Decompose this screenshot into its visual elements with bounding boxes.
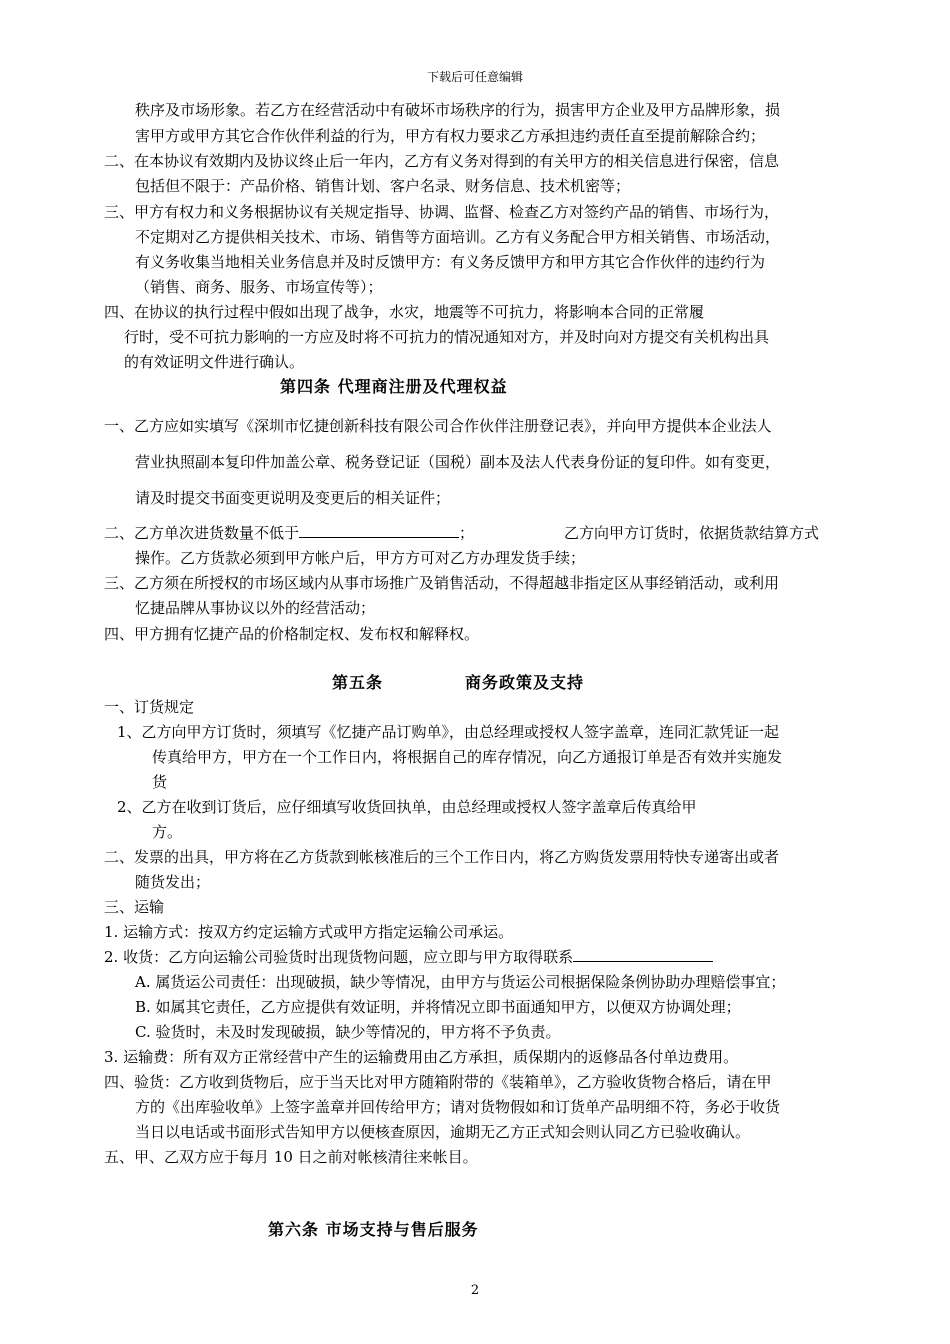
text-line: [104, 523, 474, 543]
text-line: 操作。乙方货款必须到甲方帐户后，甲方方可对乙方办理发货手续；: [135, 549, 586, 567]
text-fragment: ；: [459, 524, 475, 542]
text-line: 有义务收集当地相关业务信息并及时反馈甲方：有义务反馈甲方和甲方其它合作伙伴的违约行为: [135, 253, 766, 271]
page-number: 2: [470, 1283, 480, 1298]
text-line: 1、乙方向甲方订货时，须填写《忆捷产品订购单》，由总经理或授权人签字盖章，连同汇款凭证一起: [117, 723, 780, 741]
text-fragment: 二、乙方单次进货数量不低于: [104, 524, 300, 542]
text-line: 传真给甲方，甲方在一个工作日内，将根据自己的库存情况，向乙方通报订单是否有效并实施发: [152, 748, 783, 766]
page-header: 下载后可任意编辑: [426, 70, 523, 84]
text-line: 忆捷品牌从事协议以外的经营活动；: [135, 599, 376, 617]
text-line: 当日以电话或书面形式告知甲方以便核查原因，逾期无乙方正式知会则认同乙方已验收确认。: [135, 1123, 751, 1141]
text-line: 一、订货规定: [104, 698, 195, 716]
text-line: 不定期对乙方提供相关技术、市场、销售等方面培训。乙方有义务配合甲方相关销售、市场活动，: [135, 228, 781, 246]
text-line: 方的《出库验收单》上签字盖章并回传给甲方；请对货物假如和订货单产品明细不符，务必于收货: [135, 1098, 781, 1116]
text-line: 一、乙方应如实填写《深圳市忆捷创新科技有限公司合作伙伴注册登记表》，并向甲方提供本企业法人: [104, 417, 772, 435]
text-line: [104, 947, 713, 967]
text-line: 秩序及市场形象。若乙方在经营活动中有破坏市场秩序的行为，损害甲方企业及甲方品牌形象，损: [135, 101, 781, 119]
text-line: 五、甲、乙双方应于每月 10 日之前对帐核清往来帐目。: [104, 1148, 478, 1166]
section-title: 第六条 市场支持与售后服务: [268, 1220, 479, 1239]
text-line: 的有效证明文件进行确认。: [124, 353, 305, 371]
text-line: 害甲方或甲方其它合作伙伴利益的行为，甲方有权力要求乙方承担违约责任直至提前解除合约；: [135, 127, 766, 145]
text-line: 乙方向甲方订货时，依据货款结算方式: [564, 524, 820, 542]
text-line: 包括但不限于：产品价格、销售计划、客户名录、财务信息、技术机密等；: [135, 177, 631, 195]
text-line: 二、发票的出具，甲方将在乙方货款到帐核准后的三个工作日内，将乙方购货发票用特快专递寄出或者: [104, 848, 780, 866]
text-line: 请及时提交书面变更说明及变更后的相关证件；: [135, 489, 451, 507]
text-fragment: 2. 收货：乙方向运输公司验货时出现货物问题，应立即与甲方取得联系: [104, 948, 574, 966]
section-title: 第四条 代理商注册及代理权益: [280, 377, 508, 396]
text-line: 三、乙方须在所授权的市场区域内从事市场推广及销售活动，不得超越非指定区从事经销活动，或利用: [104, 574, 780, 592]
text-line: 营业执照副本复印件加盖公章、税务登记证（国税）副本及法人代表身份证的复印件。如有变更，: [135, 453, 781, 471]
text-line: （销售、商务、服务、市场宣传等）；: [135, 278, 383, 296]
section-title: 商务政策及支持: [465, 673, 585, 692]
text-line: 四、在协议的执行过程中假如出现了战争，水灾，地震等不可抗力，将影响本合同的正常履: [104, 303, 705, 321]
text-line: 方。: [152, 823, 183, 841]
text-line: B. 如属其它责任，乙方应提供有效证明，并将情况立即书面通知甲方，以便双方协调处理；: [135, 998, 741, 1016]
text-line: 二、在本协议有效期内及协议终止后一年内，乙方有义务对得到的有关甲方的相关信息进行保密，信息: [104, 152, 780, 170]
text-line: C. 验货时，未及时发现破损，缺少等情况的，甲方将不予负责。: [135, 1023, 561, 1041]
text-line: 2、乙方在收到订货后，应仔细填写收货回执单，由总经理或授权人签字盖章后传真给甲: [117, 798, 697, 816]
text-line: 3. 运输费：所有双方正常经营中产生的运输费用由乙方承担，质保期内的返修品各付单边费用。: [104, 1048, 739, 1066]
text-line: 随货发出；: [135, 873, 211, 891]
quantity-blank: [299, 523, 459, 538]
text-line: 三、甲方有权力和义务根据协议有关规定指导、协调、监督、检查乙方对签约产品的销售、市场行为，: [104, 203, 780, 221]
contact-blank: [573, 947, 713, 962]
text-line: 货: [152, 773, 168, 791]
text-line: 1. 运输方式：按双方约定运输方式或甲方指定运输公司承运。: [104, 923, 514, 941]
text-line: 三、运输: [104, 898, 165, 916]
text-line: 行时，受不可抗力影响的一方应及时将不可抗力的情况通知对方，并及时向对方提交有关机构出具: [124, 328, 770, 346]
text-line: 四、验货：乙方收到货物后，应于当天比对甲方随箱附带的《装箱单》，乙方验收货物合格后，请在甲: [104, 1073, 772, 1091]
text-line: A. 属货运公司责任：出现破损，缺少等情况，由甲方与货运公司根据保险条例协助办理赔偿事宜；: [135, 973, 786, 991]
text-line: 四、甲方拥有忆捷产品的价格制定权、发布权和解释权。: [104, 625, 480, 643]
section-title-number: 第五条: [332, 673, 384, 692]
